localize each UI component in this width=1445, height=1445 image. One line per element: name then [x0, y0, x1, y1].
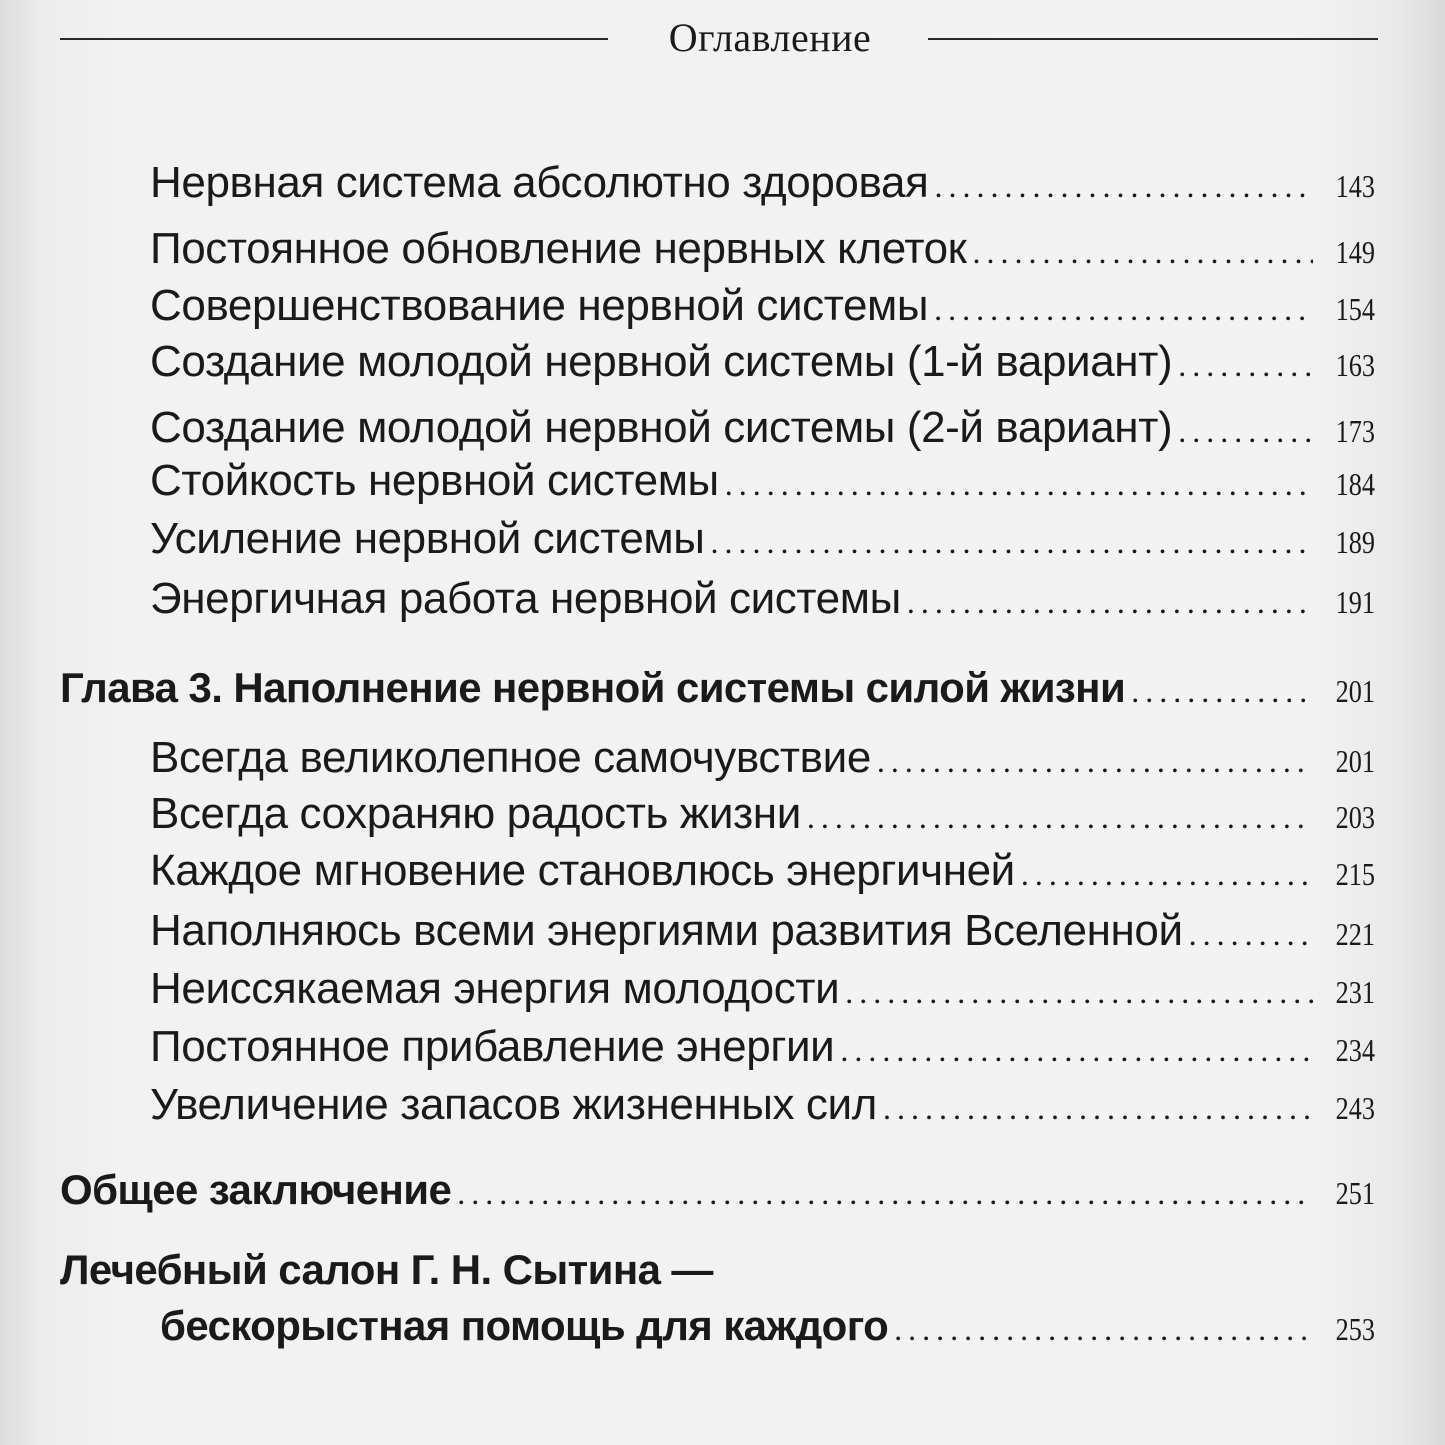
toc-leader-dots: [883, 1090, 1313, 1127]
toc-leader-dots: [845, 974, 1313, 1011]
toc-entry: [150, 456, 1375, 516]
toc-leader-dots: [894, 1311, 1313, 1348]
toc-entry: [150, 906, 1375, 966]
toc-entry-page: 243: [1335, 1090, 1375, 1126]
toc-leader-dots: [907, 584, 1313, 621]
toc-entry: [150, 1022, 1375, 1082]
toc-entry-page: 234: [1335, 1032, 1375, 1068]
toc-entry-page: 163: [1335, 347, 1375, 383]
toc-entry-page: 221: [1335, 916, 1375, 952]
toc-chapter-title: Глава 3. Наполнение нервной системы силой жизни: [60, 664, 1126, 711]
toc-entry-page: 154: [1335, 291, 1375, 327]
toc-entry-page: 201: [1335, 743, 1375, 779]
toc-entry-title: Каждое мгновение становлюсь энергичней: [150, 846, 1015, 895]
toc-entry-page: 149: [1335, 234, 1375, 270]
toc-entry-title: Постоянное обновление нервных клеток: [150, 224, 967, 273]
toc-entry-title: Стойкость нервной системы: [150, 456, 719, 505]
toc-chapter-title-line1: Лечебный салон Г. Н. Сытина —: [60, 1246, 713, 1293]
toc-entry-page: 189: [1335, 524, 1375, 560]
toc-chapter-title: бескорыстная помощь для каждого: [160, 1302, 889, 1349]
toc-entry-title: Неиссякаемая энергия молодости: [150, 964, 840, 1013]
toc-entry-title: Совершенствование нервной системы: [150, 281, 929, 330]
toc-entry: [150, 158, 1375, 218]
toc-leader-dots: [973, 234, 1313, 271]
toc-entry-title: Нервная система абсолютно здоровая: [150, 158, 929, 207]
toc-entry-title: Всегда сохраняю радость жизни: [150, 789, 801, 838]
toc-entry-page: 143: [1335, 168, 1375, 204]
toc-entry: [150, 403, 1375, 463]
toc-leader-dots: [1131, 673, 1313, 710]
toc-chapter-entry: [60, 1166, 1375, 1226]
toc-leader-dots: [807, 799, 1313, 836]
toc-entry-page: 203: [1335, 799, 1375, 835]
toc-entry-page: 253: [1335, 1311, 1375, 1347]
toc-entry-page: 184: [1335, 466, 1375, 502]
toc-leader-dots: [934, 291, 1313, 328]
toc-leader-dots: [934, 168, 1313, 205]
toc-entry-title: Всегда великолепное самочувствие: [150, 733, 871, 782]
toc-entry: [150, 846, 1375, 906]
toc-entry: [150, 789, 1375, 849]
toc-entry: [150, 337, 1375, 397]
toc-entry-title: Энергичная работа нервной системы: [150, 574, 901, 623]
toc-entry-title: Усиление нервной системы: [150, 514, 705, 563]
toc-entry: [150, 733, 1375, 793]
toc-leader-dots: [457, 1175, 1313, 1212]
toc-leader-dots: [840, 1032, 1313, 1069]
toc-entry-page: 251: [1335, 1175, 1375, 1211]
toc-entry-title: Создание молодой нервной системы (2-й вариант): [150, 403, 1173, 452]
toc-entry-page: 191: [1335, 584, 1375, 620]
toc-entry: [150, 514, 1375, 574]
header-rule-right: [928, 38, 1378, 40]
toc-chapter-entry: [60, 664, 1375, 724]
toc-entry-title: Создание молодой нервной системы (1-й вариант): [150, 337, 1173, 386]
header-title: Оглавление: [668, 15, 872, 60]
toc-leader-dots: [877, 743, 1313, 780]
toc-entry: [150, 281, 1375, 341]
toc-leader-dots: [725, 466, 1313, 503]
toc-chapter-title: Общее заключение: [60, 1166, 452, 1213]
toc-entry: [150, 964, 1375, 1024]
page-header: [60, 10, 1390, 66]
toc-chapter-entry: [160, 1302, 1375, 1362]
toc-leader-dots: [1178, 347, 1313, 384]
toc-entry-title: Увеличение запасов жизненных сил: [150, 1080, 877, 1129]
toc-entry-page: 231: [1335, 974, 1375, 1010]
toc-entry-page: 215: [1335, 856, 1375, 892]
toc-entry: [150, 224, 1375, 284]
toc-entry-page: 201: [1335, 673, 1375, 709]
toc-leader-dots: [1021, 856, 1313, 893]
toc-entry-title: Постоянное прибавление энергии: [150, 1022, 835, 1071]
header-rule-left: [60, 38, 608, 40]
toc-leader-dots: [710, 524, 1313, 561]
toc-entry-title: Наполняюсь всеми энергиями развития Вселенной: [150, 906, 1183, 955]
toc-entry: [150, 574, 1375, 634]
toc-leader-dots: [1189, 916, 1313, 953]
toc-leader-dots: [1178, 413, 1313, 450]
toc-entry: [150, 1080, 1375, 1140]
toc-entry-page: 173: [1335, 413, 1375, 449]
